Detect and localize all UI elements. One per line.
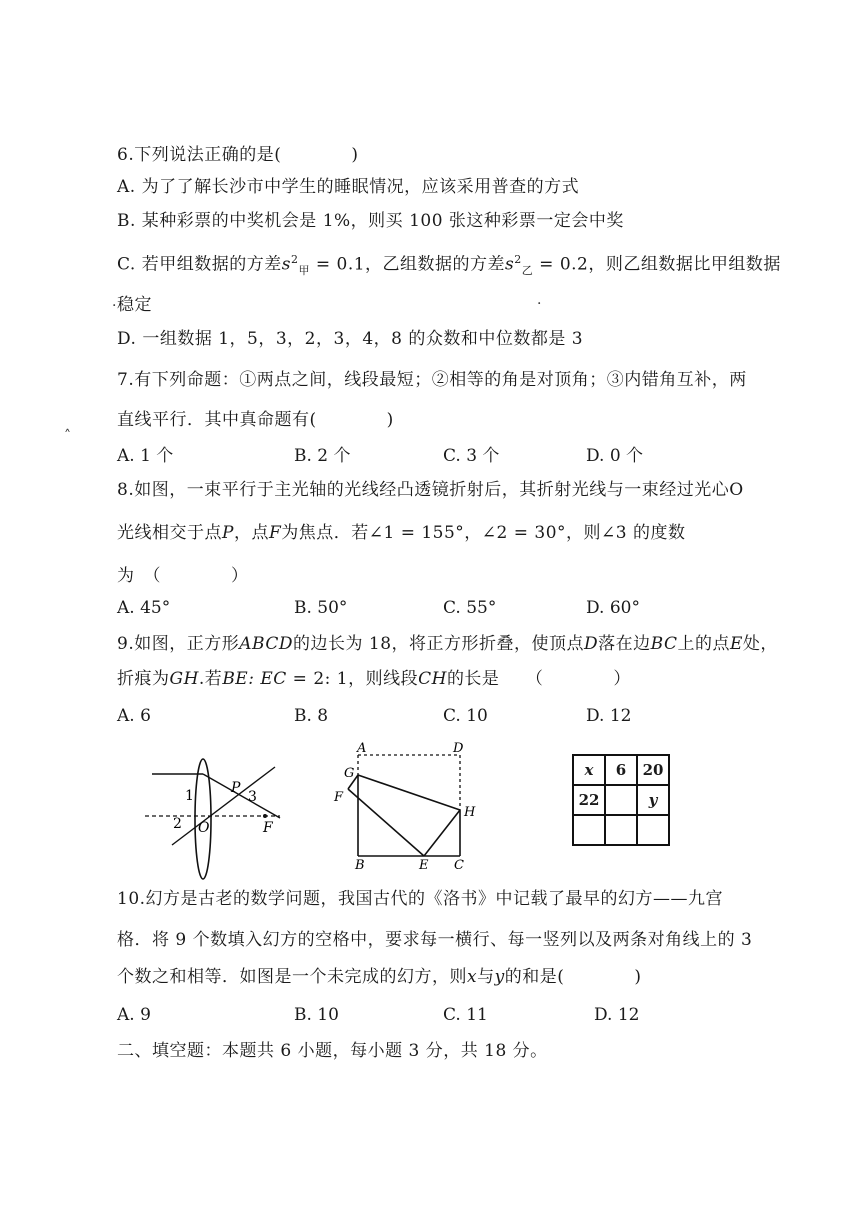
magic-cell: 20 [637, 755, 669, 785]
magic-cell [637, 815, 669, 845]
q9-text: = 2: 1，则线段 [286, 669, 419, 689]
q9-text: 上的点 [677, 634, 730, 654]
q9-line-1 [117, 633, 778, 655]
point-f-label: F [263, 820, 273, 836]
q10-option-b: B. 10 [294, 1005, 339, 1025]
angle-3-label: 3 [248, 789, 257, 805]
magic-cell [573, 755, 605, 785]
lens-figure [140, 755, 300, 880]
q10-text: 与 [477, 967, 495, 987]
q10-line-1: 10.幻方是古老的数学问题，我国古代的《洛书》中记载了最早的幻方——九宫 [117, 889, 724, 909]
magic-square-row [573, 815, 669, 845]
q6-c-mid: = 0.1，乙组数据的方差 [309, 254, 506, 275]
q6-option-b: B. 某种彩票的中奖机会是 1%，则买 100 张这种彩票一定会中奖 [117, 211, 624, 231]
q7-option-c: C. 3 个 [443, 446, 500, 466]
magic-cell-value: y [648, 791, 658, 809]
point-d-label: D [453, 741, 464, 756]
q7-option-a: A. 1 个 [117, 446, 174, 466]
q9-line-2 [117, 668, 631, 690]
point-d: D [584, 634, 599, 654]
q9-option-a: A. 6 [117, 706, 151, 726]
q10-text: 的和是( ) [504, 967, 642, 987]
variance-sub-yi: 乙 [521, 264, 534, 278]
q7-option-b: B. 2 个 [294, 446, 351, 466]
q7-line-1: 7.有下列命题：①两点之间，线段最短；②相等的角是对顶角；③内错角互补，两 [117, 370, 747, 390]
point-p: P [222, 523, 234, 543]
q8-option-d: D. 60° [586, 598, 640, 618]
q9-text: 落在边 [598, 634, 651, 654]
q6-option-c [117, 249, 781, 282]
q8-text: 光线相交于点 [117, 523, 222, 543]
q10-line-3 [117, 966, 641, 988]
magic-square-row [573, 785, 669, 815]
refracted-ray [203, 774, 280, 818]
q6-stem: 6.下列说法正确的是( ) [117, 145, 359, 165]
magic-cell [637, 785, 669, 815]
variance-sup: 2 [290, 253, 299, 266]
angle-1-label: 1 [185, 788, 194, 804]
variable-x: x [467, 967, 478, 987]
scan-speck: · [537, 296, 542, 312]
segment-fe [348, 789, 424, 856]
point-h-label: H [464, 805, 476, 820]
q8-line-2 [117, 522, 686, 544]
q9-text: 处， [742, 634, 778, 654]
q10-option-c: C. 11 [443, 1005, 488, 1025]
q9-text: 折痕为 [117, 669, 170, 689]
q10-option-a: A. 9 [117, 1005, 151, 1025]
focus-point [263, 814, 267, 818]
ratio-be-ec: BE: EC [222, 669, 287, 689]
q9-option-b: B. 8 [294, 706, 329, 726]
crease-gh [358, 775, 460, 810]
q8-text: ，点 [233, 523, 269, 543]
variance-s-jia: s [281, 254, 291, 275]
q8-line-3: 为 （ ） [117, 566, 249, 586]
q10-line-2: 格．将 9 个数填入幻方的空格中，要求每一横行、每一竖列以及两条对角线上的 3 [117, 930, 753, 950]
q6-option-a: A. 为了了解长沙市中学生的睡眠情况，应该采用普查的方式 [117, 177, 580, 197]
point-f-label: F [334, 790, 344, 805]
q9-text: 9.如图，正方形 [117, 634, 240, 654]
variable-y: y [494, 967, 505, 987]
section-2-heading: 二、填空题：本题共 6 小题，每小题 3 分，共 18 分。 [117, 1041, 548, 1061]
q9-text: 的边长为 18，将正方形折叠，使顶点 [292, 634, 585, 654]
q10-option-d: D. 12 [594, 1005, 640, 1025]
angle-2-label: 2 [173, 816, 182, 832]
q10-text: 个数之和相等．如图是一个未完成的幻方，则 [117, 967, 467, 987]
q6-option-c-continued: 稳定 [117, 295, 152, 315]
magic-cell: 6 [605, 755, 637, 785]
q8-option-c: C. 55° [443, 598, 497, 618]
point-p-label: P [231, 780, 241, 796]
point-e-label: E [419, 858, 429, 873]
q9-option-d: D. 12 [586, 706, 632, 726]
q6-option-d: D. 一组数据 1，5，3，2，3，4，8 的众数和中位数都是 3 [117, 329, 584, 349]
variance-s-yi: s [505, 254, 515, 275]
q6-c-prefix: C. 若甲组数据的方差 [117, 254, 282, 275]
q8-option-b: B. 50° [294, 598, 348, 618]
segment-gh: GH [169, 669, 199, 689]
magic-square-row [573, 755, 669, 785]
segment-bc: BC [650, 634, 678, 654]
scan-speck: · [112, 298, 117, 314]
segment-ch: CH [418, 669, 447, 689]
point-a-label: A [357, 741, 367, 756]
point-o-label: O [198, 820, 210, 836]
variance-sup: 2 [514, 253, 522, 266]
scan-speck: ˄ [64, 428, 71, 444]
q7-line-2: 直线平行．其中真命题有( ) [117, 410, 394, 430]
point-f: F [268, 523, 282, 543]
q6-c-end: = 0.2，则乙组数据比甲组数据 [533, 254, 781, 275]
magic-cell [573, 815, 605, 845]
magic-cell [605, 785, 637, 815]
magic-cell [605, 815, 637, 845]
point-b-label: B [355, 858, 365, 873]
q8-line-1: 8.如图，一束平行于主光轴的光线经凸透镜折射后，其折射光线与一束经过光心O [117, 480, 744, 500]
point-e: E [729, 634, 743, 654]
magic-square [572, 754, 670, 846]
q9-text: .若 [198, 669, 223, 689]
square-fold-figure [330, 738, 490, 872]
q8-option-a: A. 45° [117, 598, 171, 618]
point-g-label: G [344, 766, 355, 781]
point-c-label: C [454, 858, 464, 873]
q9-option-c: C. 10 [443, 706, 488, 726]
segment-eh [424, 810, 460, 856]
square-abcd: ABCD [239, 634, 293, 654]
q8-text: 为焦点．若∠1 = 155°，∠2 = 30°，则∠3 的度数 [281, 523, 686, 543]
variance-sub-jia: 甲 [298, 264, 310, 278]
magic-cell-value: x [584, 761, 594, 779]
q9-text: 的长是 （ ） [446, 669, 631, 689]
q7-option-d: D. 0 个 [586, 446, 644, 466]
magic-cell: 22 [573, 785, 605, 815]
